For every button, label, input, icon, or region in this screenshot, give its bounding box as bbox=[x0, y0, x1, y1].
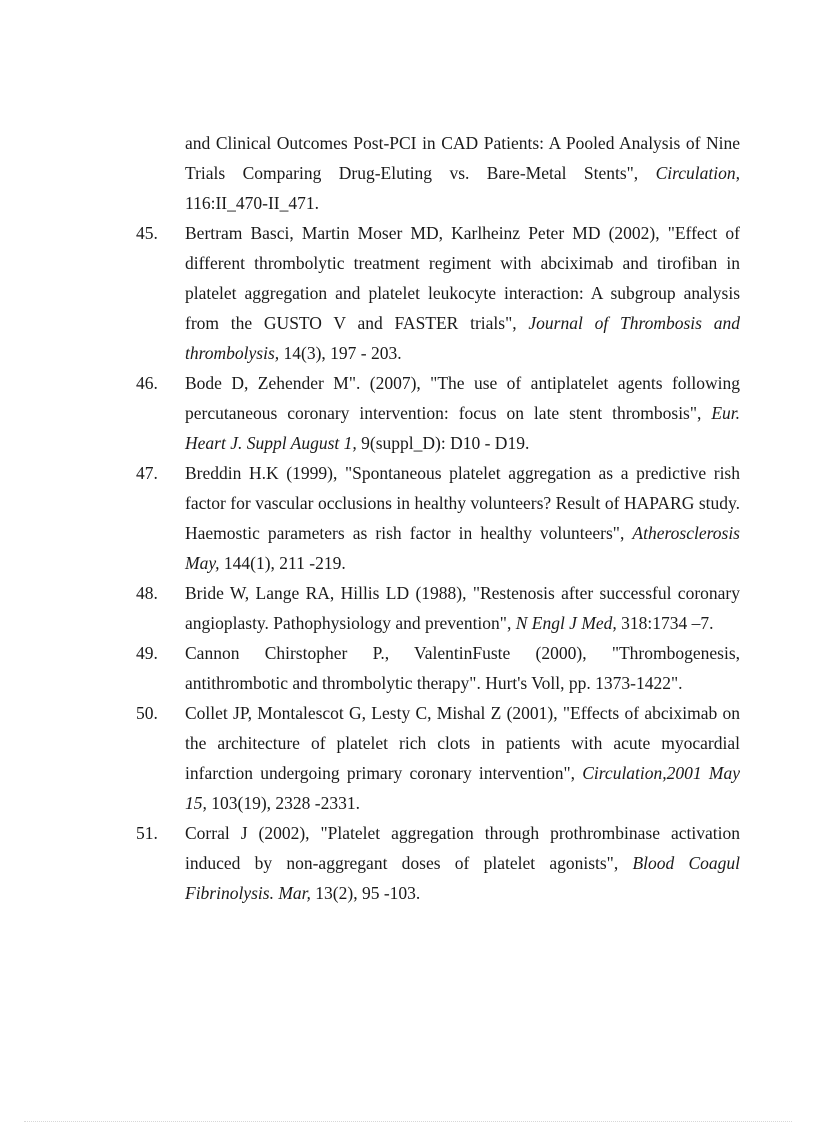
reference-volume: 144(1), 211 -219. bbox=[219, 553, 346, 573]
reference-body: Collet JP, Montalescot G, Lesty C, Mishal Z (2001), "Effects of abciximab on the architecture of platelet rich clots in patients with acute myocardial infarction undergoing primary coronary intervention", bbox=[185, 703, 740, 783]
reference-body: Corral J (2002), "Platelet aggregation through prothrombinase activation induced by non-aggregant doses of platelet agonists", bbox=[185, 823, 740, 873]
reference-text bbox=[185, 218, 740, 368]
reference-item-continued bbox=[185, 128, 740, 218]
reference-body: Bride W, Lange RA, Hillis LD (1988), "Restenosis after successful coronary angioplasty. Pathophysiology and prevention", bbox=[185, 583, 740, 633]
reference-number: 49. bbox=[136, 643, 158, 663]
reference-item-48 bbox=[136, 578, 740, 638]
reference-journal: Atherosclerosis May, bbox=[185, 523, 740, 573]
reference-body: Breddin H.K (1999), "Spontaneous platelet aggregation as a predictive rish factor for vascular occlusions in healthy volunteers? Result of HAPARG study. Haemostic parameters as rish factor in healthy volunteers", bbox=[185, 463, 740, 543]
reference-journal: Blood Coagul Fibrinolysis. Mar, bbox=[185, 853, 741, 903]
reference-text bbox=[185, 368, 740, 458]
reference-item-46 bbox=[136, 368, 740, 458]
reference-number: 46. bbox=[136, 373, 158, 393]
reference-text bbox=[185, 818, 740, 908]
reference-body: Bertram Basci, Martin Moser MD, Karlheinz Peter MD (2002), "Effect of different thrombolytic treatment regiment with abciximab and tirofiban in platelet aggregation and platelet leukocyte interaction: A subgroup analysis from the GUSTO V and FASTER trials", bbox=[185, 223, 740, 333]
reference-item-50 bbox=[136, 698, 740, 818]
reference-volume: 103(19), 2328 -2331. bbox=[206, 793, 360, 813]
reference-text bbox=[185, 638, 740, 698]
reference-text bbox=[185, 578, 740, 638]
reference-body: Cannon Chirstopher P., ValentinFuste (2000), "Thrombogenesis, antithrombotic and thrombolytic therapy". Hurt's Voll, pp. 1373-1422". bbox=[185, 643, 740, 693]
reference-text bbox=[185, 128, 740, 218]
reference-volume: 318:1734 –7. bbox=[616, 613, 714, 633]
reference-item-47 bbox=[136, 458, 740, 578]
reference-list bbox=[136, 128, 740, 908]
reference-journal: Eur. Heart J. Suppl August 1, bbox=[185, 403, 740, 453]
reference-journal: Circulation, bbox=[655, 163, 740, 183]
page-bottom-divider bbox=[24, 1121, 792, 1122]
reference-volume: 14(3), 197 - 203. bbox=[279, 343, 402, 363]
reference-volume: 116:II_470-II_471. bbox=[185, 193, 319, 213]
reference-text bbox=[185, 458, 740, 578]
reference-item-49 bbox=[136, 638, 740, 698]
reference-number: 50. bbox=[136, 703, 158, 723]
reference-number: 47. bbox=[136, 463, 158, 483]
reference-item-45 bbox=[136, 218, 740, 368]
reference-volume: 9(suppl_D): D10 - D19. bbox=[356, 433, 530, 453]
reference-body: and Clinical Outcomes Post-PCI in CAD Patients: A Pooled Analysis of Nine Trials Comparing Drug-Eluting vs. Bare-Metal Stents", bbox=[185, 133, 740, 183]
reference-body: Bode D, Zehender M". (2007), "The use of antiplatelet agents following percutaneous coronary intervention: focus on late stent thrombosis", bbox=[185, 373, 740, 423]
reference-journal: Circulation,2001 May 15, bbox=[185, 763, 740, 813]
reference-number: 51. bbox=[136, 823, 158, 843]
reference-number: 45. bbox=[136, 223, 158, 243]
reference-journal: N Engl J Med, bbox=[515, 613, 617, 633]
reference-volume: 13(2), 95 -103. bbox=[310, 883, 421, 903]
reference-journal: Journal of Thrombosis and thrombolysis, bbox=[185, 313, 740, 363]
reference-item-51 bbox=[136, 818, 740, 908]
reference-number: 48. bbox=[136, 583, 158, 603]
reference-text bbox=[185, 698, 740, 818]
